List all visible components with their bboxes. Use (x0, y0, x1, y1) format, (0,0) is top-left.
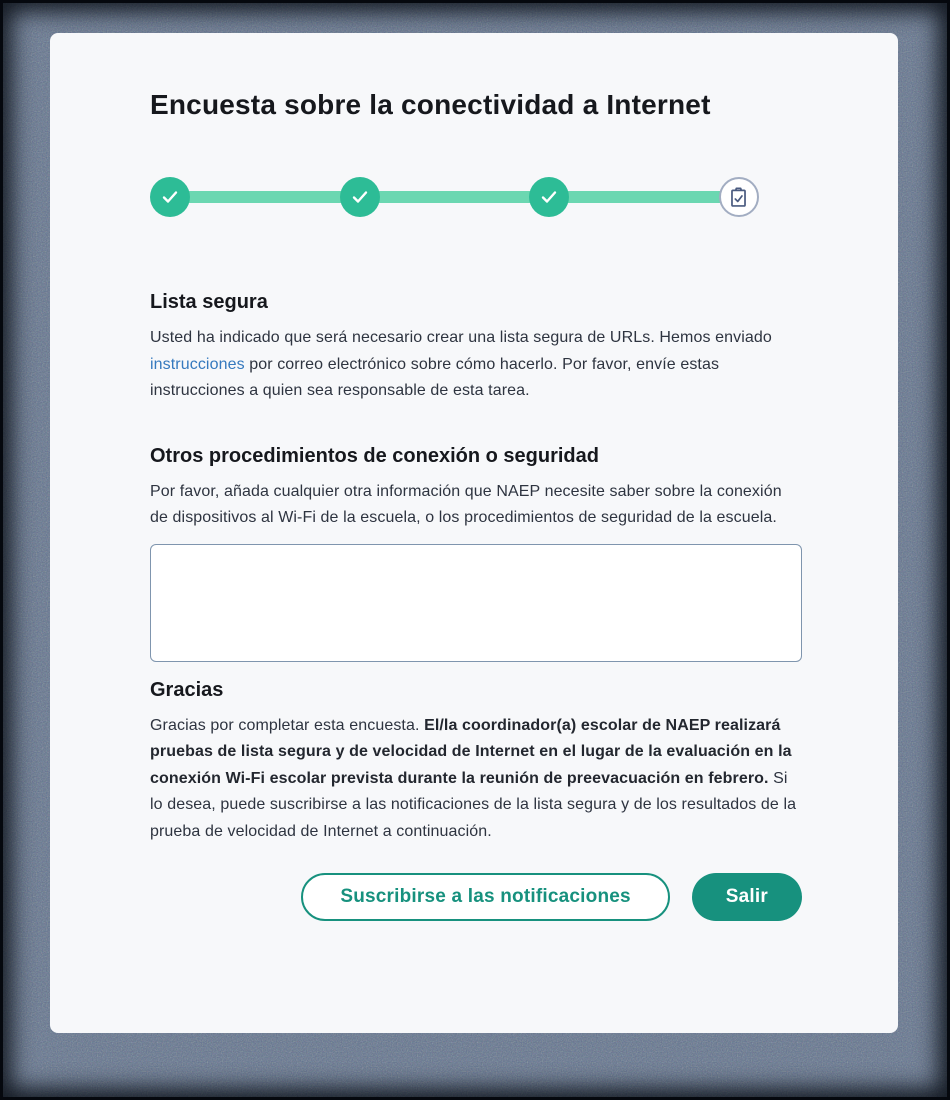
instructions-link[interactable]: instrucciones (150, 355, 245, 373)
progress-step-3-complete (529, 177, 569, 217)
other-procedures-heading: Otros procedimientos de conexión o seguridad (150, 444, 599, 467)
exit-button[interactable]: Salir (692, 873, 802, 921)
check-icon (158, 185, 182, 209)
check-icon (537, 185, 561, 209)
other-procedures-body: Por favor, añada cualquier otra información que NAEP necesite saber sobre la conexión de dispositivos al Wi-Fi de la escuela, o los procedimientos de seguridad de la escuela. (150, 482, 782, 526)
progress-step-2-complete (340, 177, 380, 217)
page-title: Encuesta sobre la conectividad a Internet (150, 89, 711, 120)
safelist-text-after: por correo electrónico sobre cómo hacerlo. Por favor, envíe estas instrucciones a quien sea responsable de esta tarea. (150, 355, 720, 399)
clipboard-check-icon (727, 186, 750, 209)
action-buttons-row (150, 873, 802, 921)
safelist-heading: Lista segura (150, 291, 268, 313)
safelist-text-before: Usted ha indicado que será necesario crear una lista segura de URLs. Hemos enviado (150, 329, 772, 346)
subscribe-notifications-button[interactable]: Suscribirse a las notificaciones (301, 873, 669, 921)
progress-stepper (150, 177, 759, 217)
survey-card (50, 33, 898, 1033)
safelist-body (150, 325, 802, 405)
progress-step-4-current (719, 177, 759, 217)
thanks-text-normal-2: Si lo desea, puede suscribirse a las notificaciones de la lista segura y de los resultados de la prueba de velocidad de Internet a continuación. (150, 769, 797, 840)
thanks-heading: Gracias (150, 678, 224, 701)
thanks-text-normal-1: Gracias por completar esta encuesta. (150, 716, 425, 734)
other-procedures-textarea[interactable] (150, 544, 802, 662)
progress-step-1-complete (150, 177, 190, 217)
thanks-text-bold: El/la coordinador(a) escolar de NAEP realizará pruebas de lista segura y de velocidad de Internet en el lugar de la evaluación en la conexión Wi-Fi escolar prevista durante la reunión de preevacuación en febrero. (150, 716, 792, 787)
check-icon (348, 185, 372, 209)
thanks-body (150, 713, 802, 846)
